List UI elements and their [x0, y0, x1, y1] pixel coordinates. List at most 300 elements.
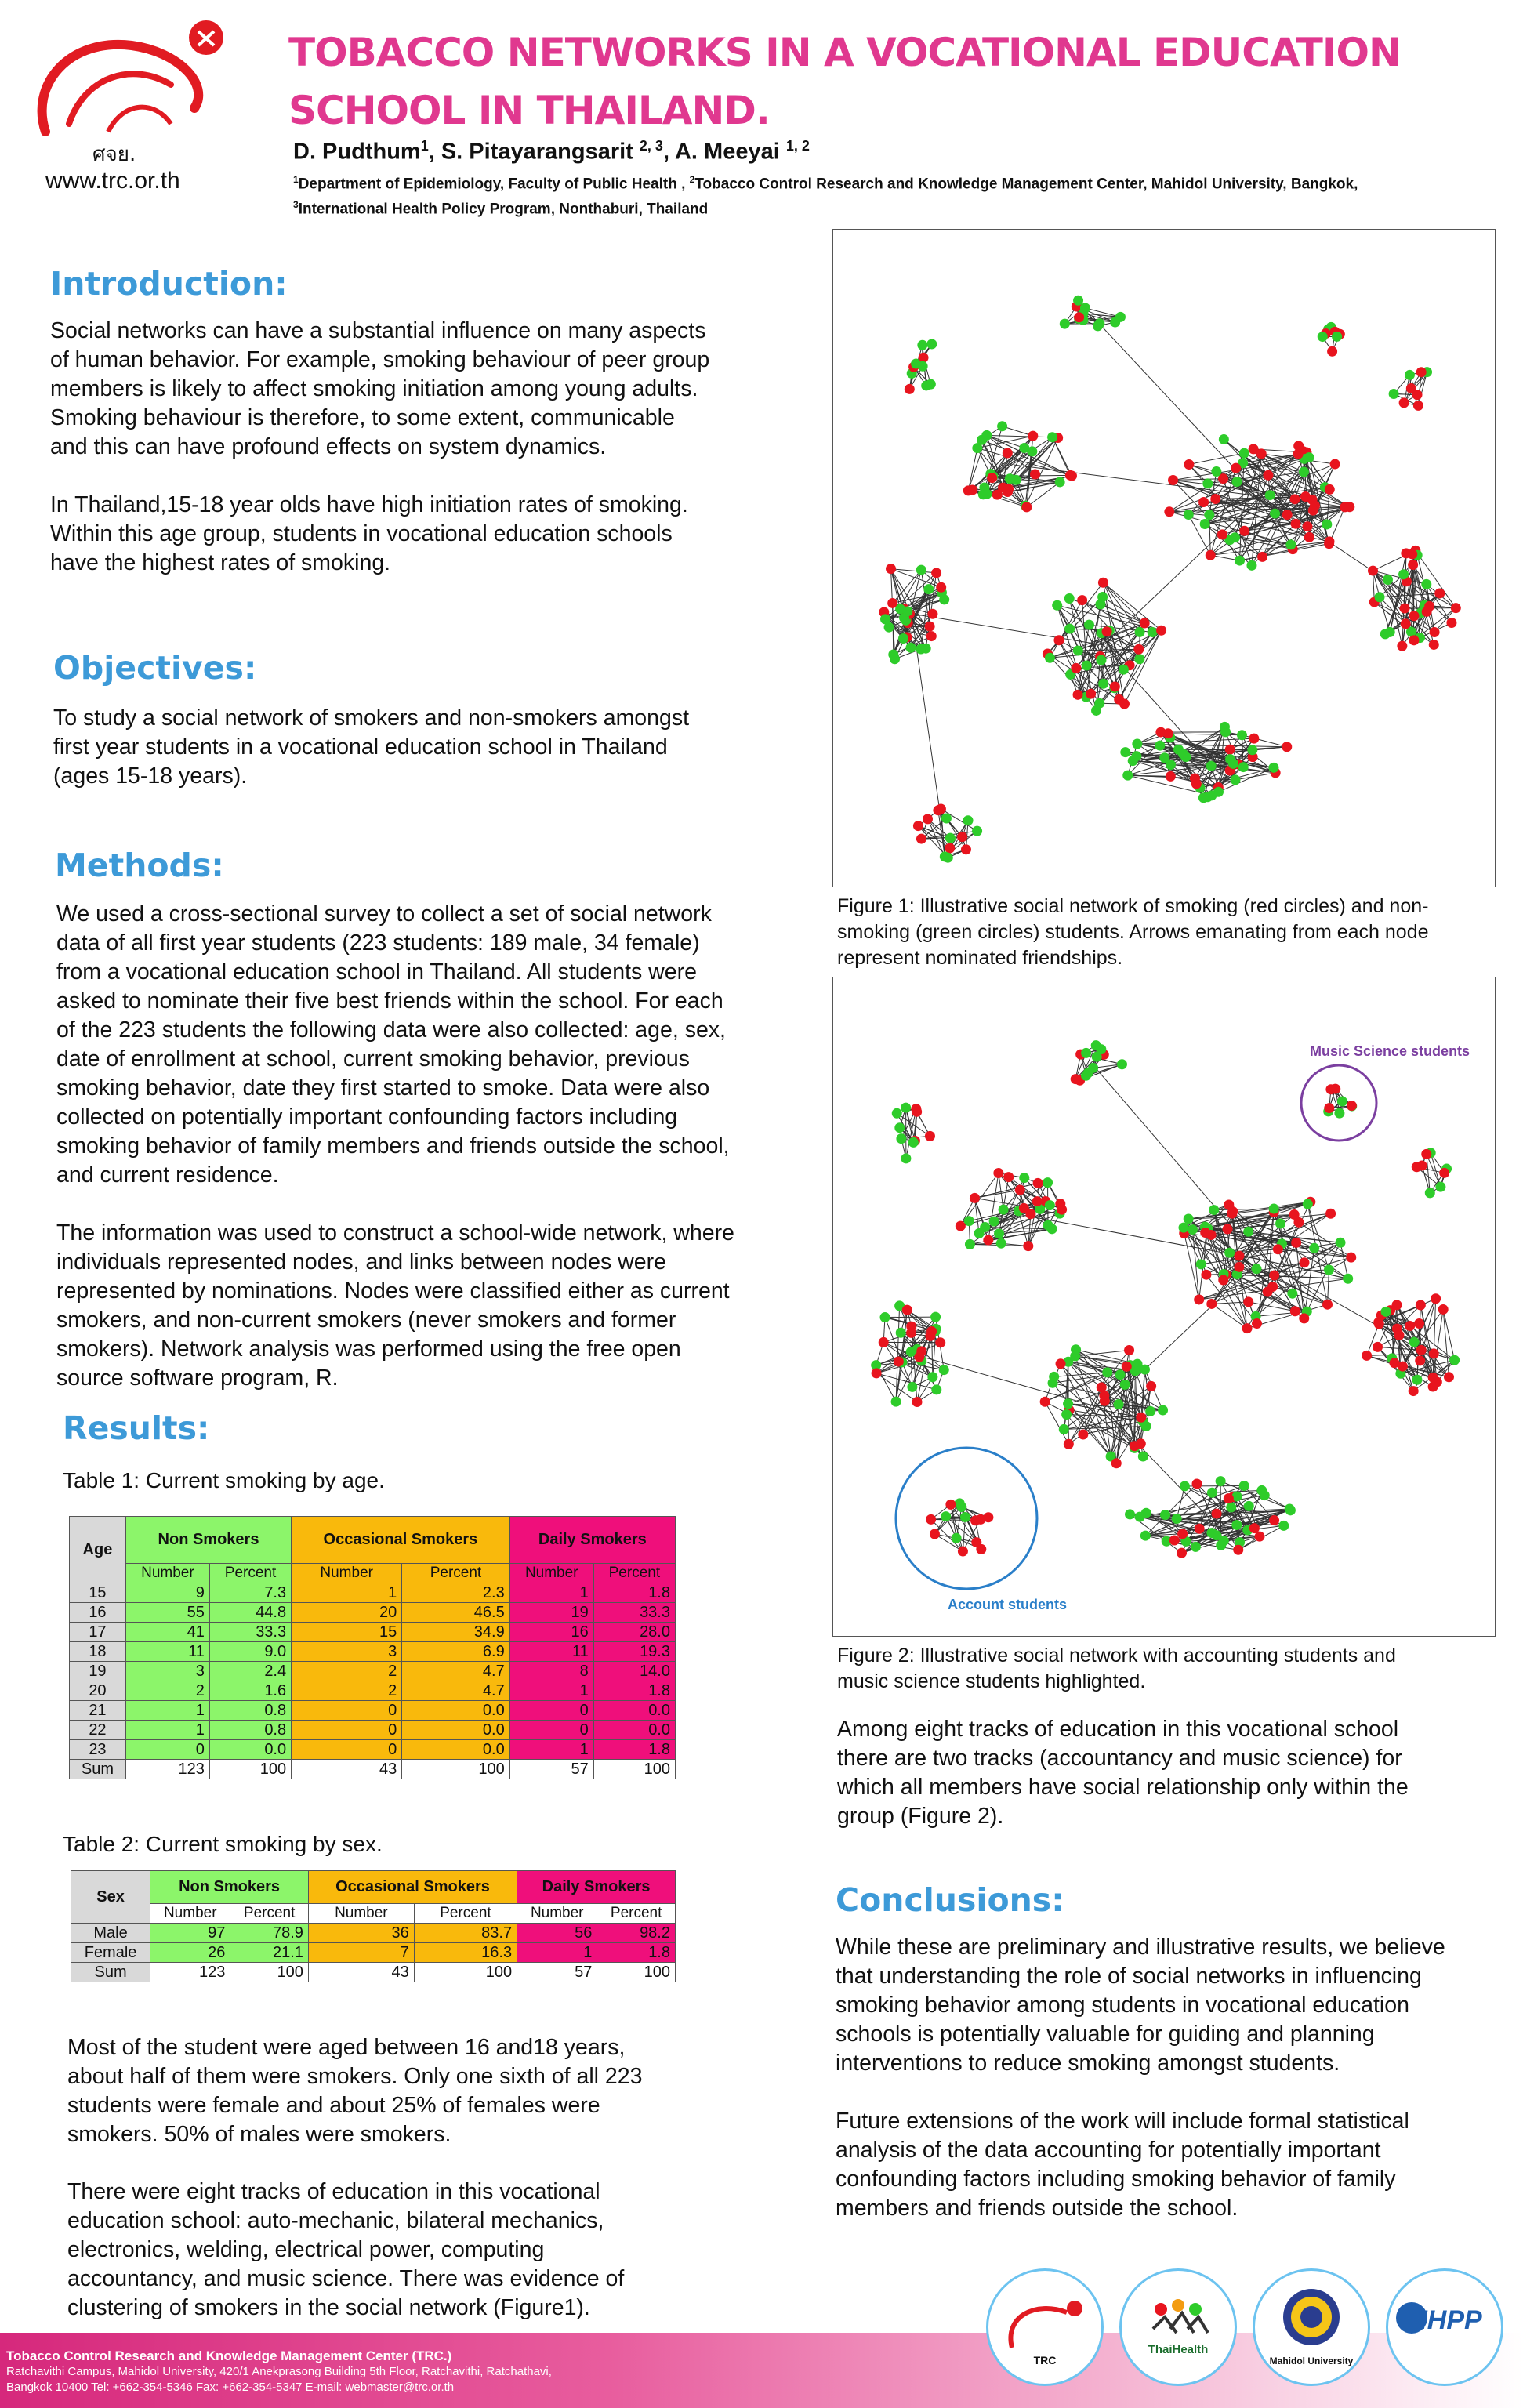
table2-group-non: Non Smokers [150, 1871, 309, 1904]
smoker-node [914, 1351, 924, 1362]
figure2-caption: Figure 2: Illustrative social network with accounting students and music science students highlighted. [837, 1645, 1396, 1692]
smoker-node [872, 1368, 882, 1378]
figure2-network [832, 977, 1496, 1637]
smoker-node [945, 843, 955, 853]
smoker-node [1263, 470, 1273, 481]
network-edges [876, 1046, 1455, 1553]
smoker-node [1344, 502, 1354, 512]
table-row [70, 1701, 676, 1721]
smoker-node [1293, 449, 1304, 459]
table-row [70, 1623, 676, 1642]
smoker-node [930, 1529, 940, 1539]
nonsmoker-node [917, 340, 927, 350]
results-text-2: There were eight tracks of education in this vocational education school: auto-mechanic, bilateral mechanics, electronics, welding, electrical power, computing accountancy, and music science. There was evidence of clustering of smokers in the social network (Figure1). [67, 2179, 625, 2320]
nonsmoker-node [1145, 1406, 1155, 1416]
nonsmoker-node [1270, 509, 1280, 519]
nonsmoker-node [963, 815, 974, 825]
nonsmoker-node [1158, 1405, 1168, 1416]
nonsmoker-node [1268, 763, 1278, 773]
table-cell: 1 [509, 1583, 593, 1603]
nonsmoker-node [921, 644, 931, 654]
smoker-node [1430, 627, 1440, 637]
nonsmoker-node [896, 1328, 906, 1338]
table-cell: 4.7 [402, 1662, 509, 1681]
smoker-node [936, 803, 946, 814]
nonsmoker-node [1237, 730, 1247, 740]
nonsmoker-node [1285, 1504, 1295, 1514]
table-cell: 0.8 [209, 1721, 291, 1740]
nonsmoker-node [1219, 434, 1229, 444]
figure1-caption: Figure 1: Illustrative social network of smoking (red circles) and non- smoking (green circles) students. Arrows emanating from each node represent nominated friendships. [837, 895, 1429, 969]
table-row [70, 1583, 676, 1603]
smoker-node [1394, 1330, 1404, 1340]
table-cell: 0.8 [209, 1701, 291, 1721]
nonsmoker-node [1278, 1521, 1289, 1531]
table-row-label: Male [71, 1924, 150, 1943]
nonsmoker-node [939, 1365, 949, 1375]
table-cell: 0.0 [402, 1701, 509, 1721]
nonsmoker-node [908, 1137, 919, 1148]
friendship-edge [987, 435, 1024, 448]
smoker-node [1136, 1438, 1146, 1449]
nonsmoker-node [1096, 655, 1106, 665]
nonsmoker-node [1047, 432, 1057, 442]
nonsmoker-node [1231, 477, 1242, 487]
table-cell: 43 [292, 1760, 402, 1779]
smoker-node [1290, 1306, 1300, 1316]
smoker-node [1195, 1524, 1205, 1534]
nonsmoker-node [1299, 466, 1309, 477]
smoker-node [1239, 526, 1249, 536]
smoker-node [993, 1168, 1003, 1178]
smoker-node [1422, 607, 1432, 617]
table-cell: 7.3 [209, 1583, 291, 1603]
figure2-text: Among eight tracks of education in this vocational school there are two tracks (accountancy and music science) for which all members have social relationship only within the group (Figure 2). [837, 1717, 1409, 1829]
table-cell: 0.0 [593, 1701, 675, 1721]
smoker-node [1227, 1209, 1237, 1219]
table-cell: 0 [292, 1740, 402, 1760]
table-cell: 33.3 [209, 1623, 291, 1642]
smoker-node [1346, 1253, 1356, 1263]
smoker-node [1234, 1251, 1244, 1261]
nonsmoker-node [1063, 1398, 1073, 1409]
nonsmoker-node [981, 489, 992, 499]
nonsmoker-node [1073, 296, 1083, 306]
footer-address: Ratchavithi Campus, Mahidol University, 420/1 Anekprasong Building 5th Floor, Ratchavithi, Ratchathavi, [6, 2365, 552, 2378]
nonsmoker-node [1265, 490, 1275, 500]
nonsmoker-node [923, 584, 934, 594]
title-line-2: SCHOOL IN THAILAND. [288, 88, 770, 133]
nonsmoker-node [964, 1216, 974, 1226]
nonsmoker-node [1052, 600, 1062, 611]
nonsmoker-node [1375, 592, 1385, 602]
smoker-node [975, 1514, 985, 1525]
nonsmoker-node [1005, 473, 1015, 484]
table-row-label: 19 [70, 1662, 126, 1681]
smoker-node [1110, 682, 1120, 692]
nonsmoker-node [1435, 1182, 1445, 1192]
nonsmoker-node [1332, 332, 1342, 342]
nonsmoker-node [1309, 1243, 1319, 1253]
poster-title [288, 24, 1511, 140]
smoker-node [1003, 448, 1013, 458]
smoker-node [1028, 431, 1038, 441]
affiliations: $^1$Department of Epidemiology, Faculty of Public Health , $^2$Tobacco Control Research and Knowledge Management Center, Mahidol University, Bangkok, $^3$International Health Policy Program, Nonthaburi, Thailand [293, 174, 1358, 218]
table1-group-header [70, 1517, 676, 1564]
nonsmoker-node [1134, 654, 1144, 664]
table-row-label: 18 [70, 1642, 126, 1662]
thaihealth-footer-logo [1119, 2268, 1237, 2386]
table1-caption: Table 1: Current smoking by age. [63, 1468, 385, 1492]
smoker-node [1252, 1318, 1262, 1329]
smoker-node [1225, 745, 1235, 755]
smoker-node [1304, 532, 1314, 542]
smoker-node [1322, 1300, 1333, 1310]
music-science-label: Music Science students [1310, 1043, 1470, 1059]
table-cell: 1 [125, 1701, 209, 1721]
nonsmoker-node [1383, 575, 1393, 585]
table-row-label: 15 [70, 1583, 126, 1603]
table-row [70, 1740, 676, 1760]
smoker-node [1289, 1209, 1300, 1220]
nonsmoker-node [1206, 761, 1217, 771]
table-cell: 57 [509, 1760, 593, 1779]
nonsmoker-node [1235, 556, 1245, 566]
smoker-node [1077, 595, 1087, 605]
nonsmoker-node [1211, 466, 1221, 477]
nonsmoker-node [1125, 1509, 1135, 1519]
table-cell: 43 [308, 1963, 414, 1982]
table2-group-header [71, 1871, 676, 1904]
nonsmoker-node [994, 1228, 1004, 1238]
smoker-node [1177, 1548, 1187, 1558]
table-cell: 4.7 [402, 1681, 509, 1701]
smoker-node [1053, 635, 1064, 645]
table-cell: 100 [593, 1760, 675, 1779]
nonsmoker-node [1244, 1501, 1254, 1511]
figure2-network-graph [833, 977, 1495, 1636]
smoker-node [1217, 529, 1227, 539]
figure1-network-graph [833, 230, 1495, 887]
nonsmoker-node [1097, 592, 1108, 602]
figure1-network [832, 229, 1496, 887]
smoker-node [886, 564, 896, 574]
nonsmoker-node [930, 1312, 941, 1322]
table-cell: 78.9 [230, 1924, 309, 1943]
nonsmoker-node [1202, 478, 1213, 488]
smoker-node [1164, 506, 1174, 517]
nonsmoker-node [1275, 1218, 1285, 1228]
smoker-node [1065, 470, 1075, 481]
table-cell: 0 [509, 1701, 593, 1721]
table-cell: 2 [292, 1662, 402, 1681]
table-cell: 36 [308, 1924, 414, 1943]
smoker-node [1212, 1509, 1222, 1519]
methods-heading: Methods: [55, 847, 224, 884]
nonsmoker-node [1155, 741, 1165, 751]
nonsmoker-node [1381, 1307, 1391, 1317]
smoker-node [992, 490, 1003, 500]
nonsmoker-node [901, 1103, 911, 1113]
nonsmoker-node [1081, 1071, 1091, 1081]
table-cell: 14.0 [593, 1662, 675, 1681]
friendship-edge [1189, 453, 1245, 464]
smoker-node [1184, 459, 1194, 470]
table-cell: 1.8 [593, 1583, 675, 1603]
smoker-node [1231, 463, 1241, 473]
smoker-node [1409, 635, 1419, 645]
smoker-node [1412, 390, 1423, 400]
table-cell: 0 [292, 1701, 402, 1721]
table-cell: 123 [125, 1760, 209, 1779]
table-cell: 1.6 [209, 1681, 291, 1701]
network-nodes [871, 1040, 1460, 1558]
smoker-node [1282, 742, 1292, 752]
table-cell: 1.8 [593, 1740, 675, 1760]
table2-caption: Table 2: Current smoking by sex. [63, 1832, 383, 1856]
table-cell: 1 [509, 1681, 593, 1701]
smoker-node [1168, 475, 1178, 485]
smoker-node [1097, 1382, 1107, 1392]
smoker-node [1444, 1372, 1454, 1382]
smoker-node [1428, 1381, 1438, 1391]
smoker-node [1224, 1493, 1234, 1503]
smoker-node [1019, 1203, 1029, 1213]
nonsmoker-node [1019, 1173, 1029, 1183]
table-cell: 57 [517, 1963, 597, 1982]
nonsmoker-node [1115, 312, 1126, 322]
smoker-node [927, 609, 937, 619]
smoker-node [913, 821, 923, 831]
smoker-node [1078, 1429, 1088, 1439]
table-row-label: 21 [70, 1701, 126, 1721]
smoker-node [1074, 312, 1084, 322]
smoker-node [1032, 1196, 1043, 1206]
table-row-label: 20 [70, 1681, 126, 1701]
smoker-node [1290, 494, 1300, 504]
friendship-edge [1103, 582, 1140, 632]
smoker-node [1415, 1355, 1425, 1365]
nonsmoker-node [1226, 1502, 1236, 1512]
smoker-node [956, 1221, 966, 1231]
table-cell: 20 [292, 1603, 402, 1623]
table-cell: 15 [292, 1623, 402, 1642]
smoker-node [1056, 1358, 1066, 1369]
nonsmoker-node [1336, 1238, 1346, 1248]
table-cell: 33.3 [593, 1603, 675, 1623]
table-cell: 1 [509, 1740, 593, 1760]
nonsmoker-node [1303, 1199, 1313, 1209]
table-row-label: 23 [70, 1740, 126, 1760]
smoker-node [1222, 1224, 1232, 1235]
account-students-label: Account students [948, 1597, 1068, 1612]
author-2: S. Pitayarangsarit [441, 139, 640, 165]
table-cell: 9 [125, 1583, 209, 1603]
smoker-node [1210, 494, 1220, 504]
smoker-node [894, 1356, 904, 1366]
trc-logo [14, 14, 241, 194]
nonsmoker-node [955, 1498, 965, 1508]
nonsmoker-node [1239, 448, 1249, 459]
nonsmoker-node [1220, 727, 1231, 737]
nonsmoker-node [1088, 1063, 1098, 1073]
smoker-node [1269, 1271, 1279, 1281]
smoker-node [906, 1328, 916, 1338]
nonsmoker-node [895, 604, 905, 614]
nonsmoker-node [1213, 787, 1224, 797]
smoker-node [1136, 1413, 1146, 1423]
smoker-node [926, 1514, 936, 1525]
friendship-edge [1327, 489, 1329, 524]
smoker-node [1015, 1184, 1025, 1195]
nonsmoker-node [1091, 705, 1101, 716]
trc-logo-icon [988, 2285, 1101, 2363]
nonsmoker-node [901, 1153, 911, 1163]
nonsmoker-node [1228, 759, 1238, 769]
table-cell: 44.8 [209, 1603, 291, 1623]
table-cell: 1.8 [593, 1681, 675, 1701]
nonsmoker-node [1324, 1264, 1334, 1275]
nonsmoker-node [999, 1205, 1009, 1215]
smoker-node [970, 1193, 980, 1203]
nonsmoker-node [1209, 1205, 1219, 1215]
footer-contact [6, 2348, 552, 2395]
friendship-edge [1103, 597, 1145, 623]
smoker-node [1200, 1228, 1210, 1238]
smoker-node [1325, 484, 1335, 495]
table-smoking-by-age [69, 1516, 676, 1779]
smoker-node [905, 384, 915, 394]
smoker-node [923, 814, 933, 824]
smoker-node [1057, 1205, 1067, 1215]
table-cell: 3 [292, 1642, 402, 1662]
smoker-node [925, 1131, 935, 1141]
smoker-node [1299, 1257, 1309, 1267]
table-cell: 46.5 [402, 1603, 509, 1623]
table-row [70, 1603, 676, 1623]
nonsmoker-node [996, 1238, 1006, 1249]
nonsmoker-node [997, 421, 1007, 431]
smoker-node [1201, 1270, 1211, 1280]
table-cell: 3 [125, 1662, 209, 1681]
nonsmoker-node [1412, 1375, 1422, 1385]
table-cell: 0 [509, 1721, 593, 1740]
smoker-node [1003, 484, 1014, 494]
smoker-node [1177, 1529, 1188, 1539]
nonsmoker-node [1425, 1188, 1435, 1198]
smoker-node [912, 1397, 922, 1407]
table-cell: 56 [517, 1924, 597, 1943]
friendship-edge [987, 435, 1053, 437]
smoker-node [1308, 506, 1318, 516]
nonsmoker-node [1138, 1452, 1148, 1462]
smoker-node [983, 1235, 993, 1246]
table-sum-row [70, 1760, 676, 1779]
logo-thai-text: ศจย. [92, 143, 136, 166]
nonsmoker-node [1322, 519, 1332, 529]
smoker-node [961, 844, 971, 854]
nonsmoker-node [1019, 443, 1029, 453]
smoker-node [1194, 1294, 1204, 1304]
nonsmoker-node [1180, 1481, 1190, 1491]
nonsmoker-node [1398, 569, 1409, 579]
smoker-node [1282, 510, 1293, 520]
results-heading: Results: [63, 1409, 210, 1447]
smoker-node [1299, 1313, 1309, 1323]
smoker-node [1098, 578, 1108, 588]
friendship-edge [974, 1183, 1038, 1198]
smoker-node [1021, 502, 1032, 512]
nonsmoker-node [1140, 1365, 1150, 1375]
smoker-node [1086, 689, 1096, 699]
smoker-node [936, 582, 946, 593]
nonsmoker-node [1102, 1367, 1112, 1377]
nonsmoker-node [1184, 510, 1194, 520]
nonsmoker-node [1081, 1048, 1091, 1058]
nonsmoker-node [1405, 370, 1415, 380]
smoker-node [1073, 690, 1083, 700]
friendship-edge [1328, 1270, 1329, 1304]
smoker-node [1192, 1478, 1202, 1489]
nonsmoker-node [1200, 519, 1210, 529]
smoker-node [967, 484, 977, 495]
ihpp-logo-label: IHPP [1420, 2305, 1482, 2335]
nonsmoker-node [927, 1372, 937, 1382]
table-cell: 2.3 [402, 1583, 509, 1603]
nonsmoker-node [1318, 332, 1328, 342]
smoker-node [1269, 1515, 1279, 1525]
smoker-node [1400, 604, 1410, 614]
nonsmoker-node [1092, 1052, 1102, 1062]
bridge-edge [1010, 1213, 1260, 1260]
table-cell: 7 [308, 1943, 414, 1963]
nonsmoker-node [1389, 389, 1399, 399]
smoker-node [1291, 1238, 1301, 1248]
nonsmoker-node [1091, 1040, 1101, 1050]
nonsmoker-node [989, 1217, 999, 1227]
nonsmoker-node [1055, 477, 1065, 487]
table-cell: 0 [125, 1740, 209, 1760]
nonsmoker-node [1421, 579, 1431, 589]
smoker-node [1071, 1074, 1081, 1084]
nonsmoker-node [892, 1108, 902, 1119]
nonsmoker-node [1230, 532, 1240, 542]
smoker-node [1255, 1532, 1265, 1542]
methods-text: We used a cross-sectional survey to collect a set of social network data of all first year students (223 students: 189 male, 34 female) from a vocational education school in Thailand. All students were asked to nominate their five best friends within the school. For each of the 223 students the following data were also collected: age, sex, date of enrollment at school, current smoking behavior, previous smoking behavior, date they first started to smoke. Data were also collected on potentially important confounding factors including smoking behavior of family members and friends outside the school, and current residence. The information was used to construct a school-wide network, where individuals represented nodes, and links between nodes were represented by nominations. Nodes were classified either as current smokers, and non-current smokers (never smokers and former smokers). Network analysis was performed using the free open source software program, R. [56, 901, 734, 1391]
nonsmoker-node [1119, 665, 1129, 675]
table-row [70, 1642, 676, 1662]
smoker-node [1233, 1545, 1243, 1555]
friendship-edge [1168, 734, 1242, 735]
nonsmoker-node [972, 826, 982, 836]
smoker-node [1071, 663, 1081, 673]
nonsmoker-node [1132, 739, 1142, 749]
table2-group-daily: Daily Smokers [517, 1871, 676, 1904]
introduction-text: Social networks can have a substantial influence on many aspects of human behavior. For example, smoking behaviour of peer group members is likely to affect smoking initiation among young adults. Smoking behaviour is therefore, to some extent, communicable and this can have profound effects on system dynamics. In Thailand,15-18 year olds have high initiation rates of smoking. Within this age group, students in vocational education schools have the highest rates of smoking. [50, 318, 710, 575]
smoker-node [1416, 1300, 1426, 1310]
nonsmoker-node [1246, 560, 1256, 571]
nonsmoker-node [960, 1512, 970, 1522]
nonsmoker-node [945, 833, 956, 843]
friendship-edge [891, 569, 937, 573]
smoker-node [1206, 550, 1216, 560]
nonsmoker-node [1211, 1530, 1221, 1540]
table-row-label: 22 [70, 1721, 126, 1740]
table-cell: 34.9 [402, 1623, 509, 1642]
nonsmoker-node [1160, 1510, 1170, 1520]
smoker-node [1373, 1342, 1383, 1352]
nonsmoker-node [890, 654, 900, 664]
